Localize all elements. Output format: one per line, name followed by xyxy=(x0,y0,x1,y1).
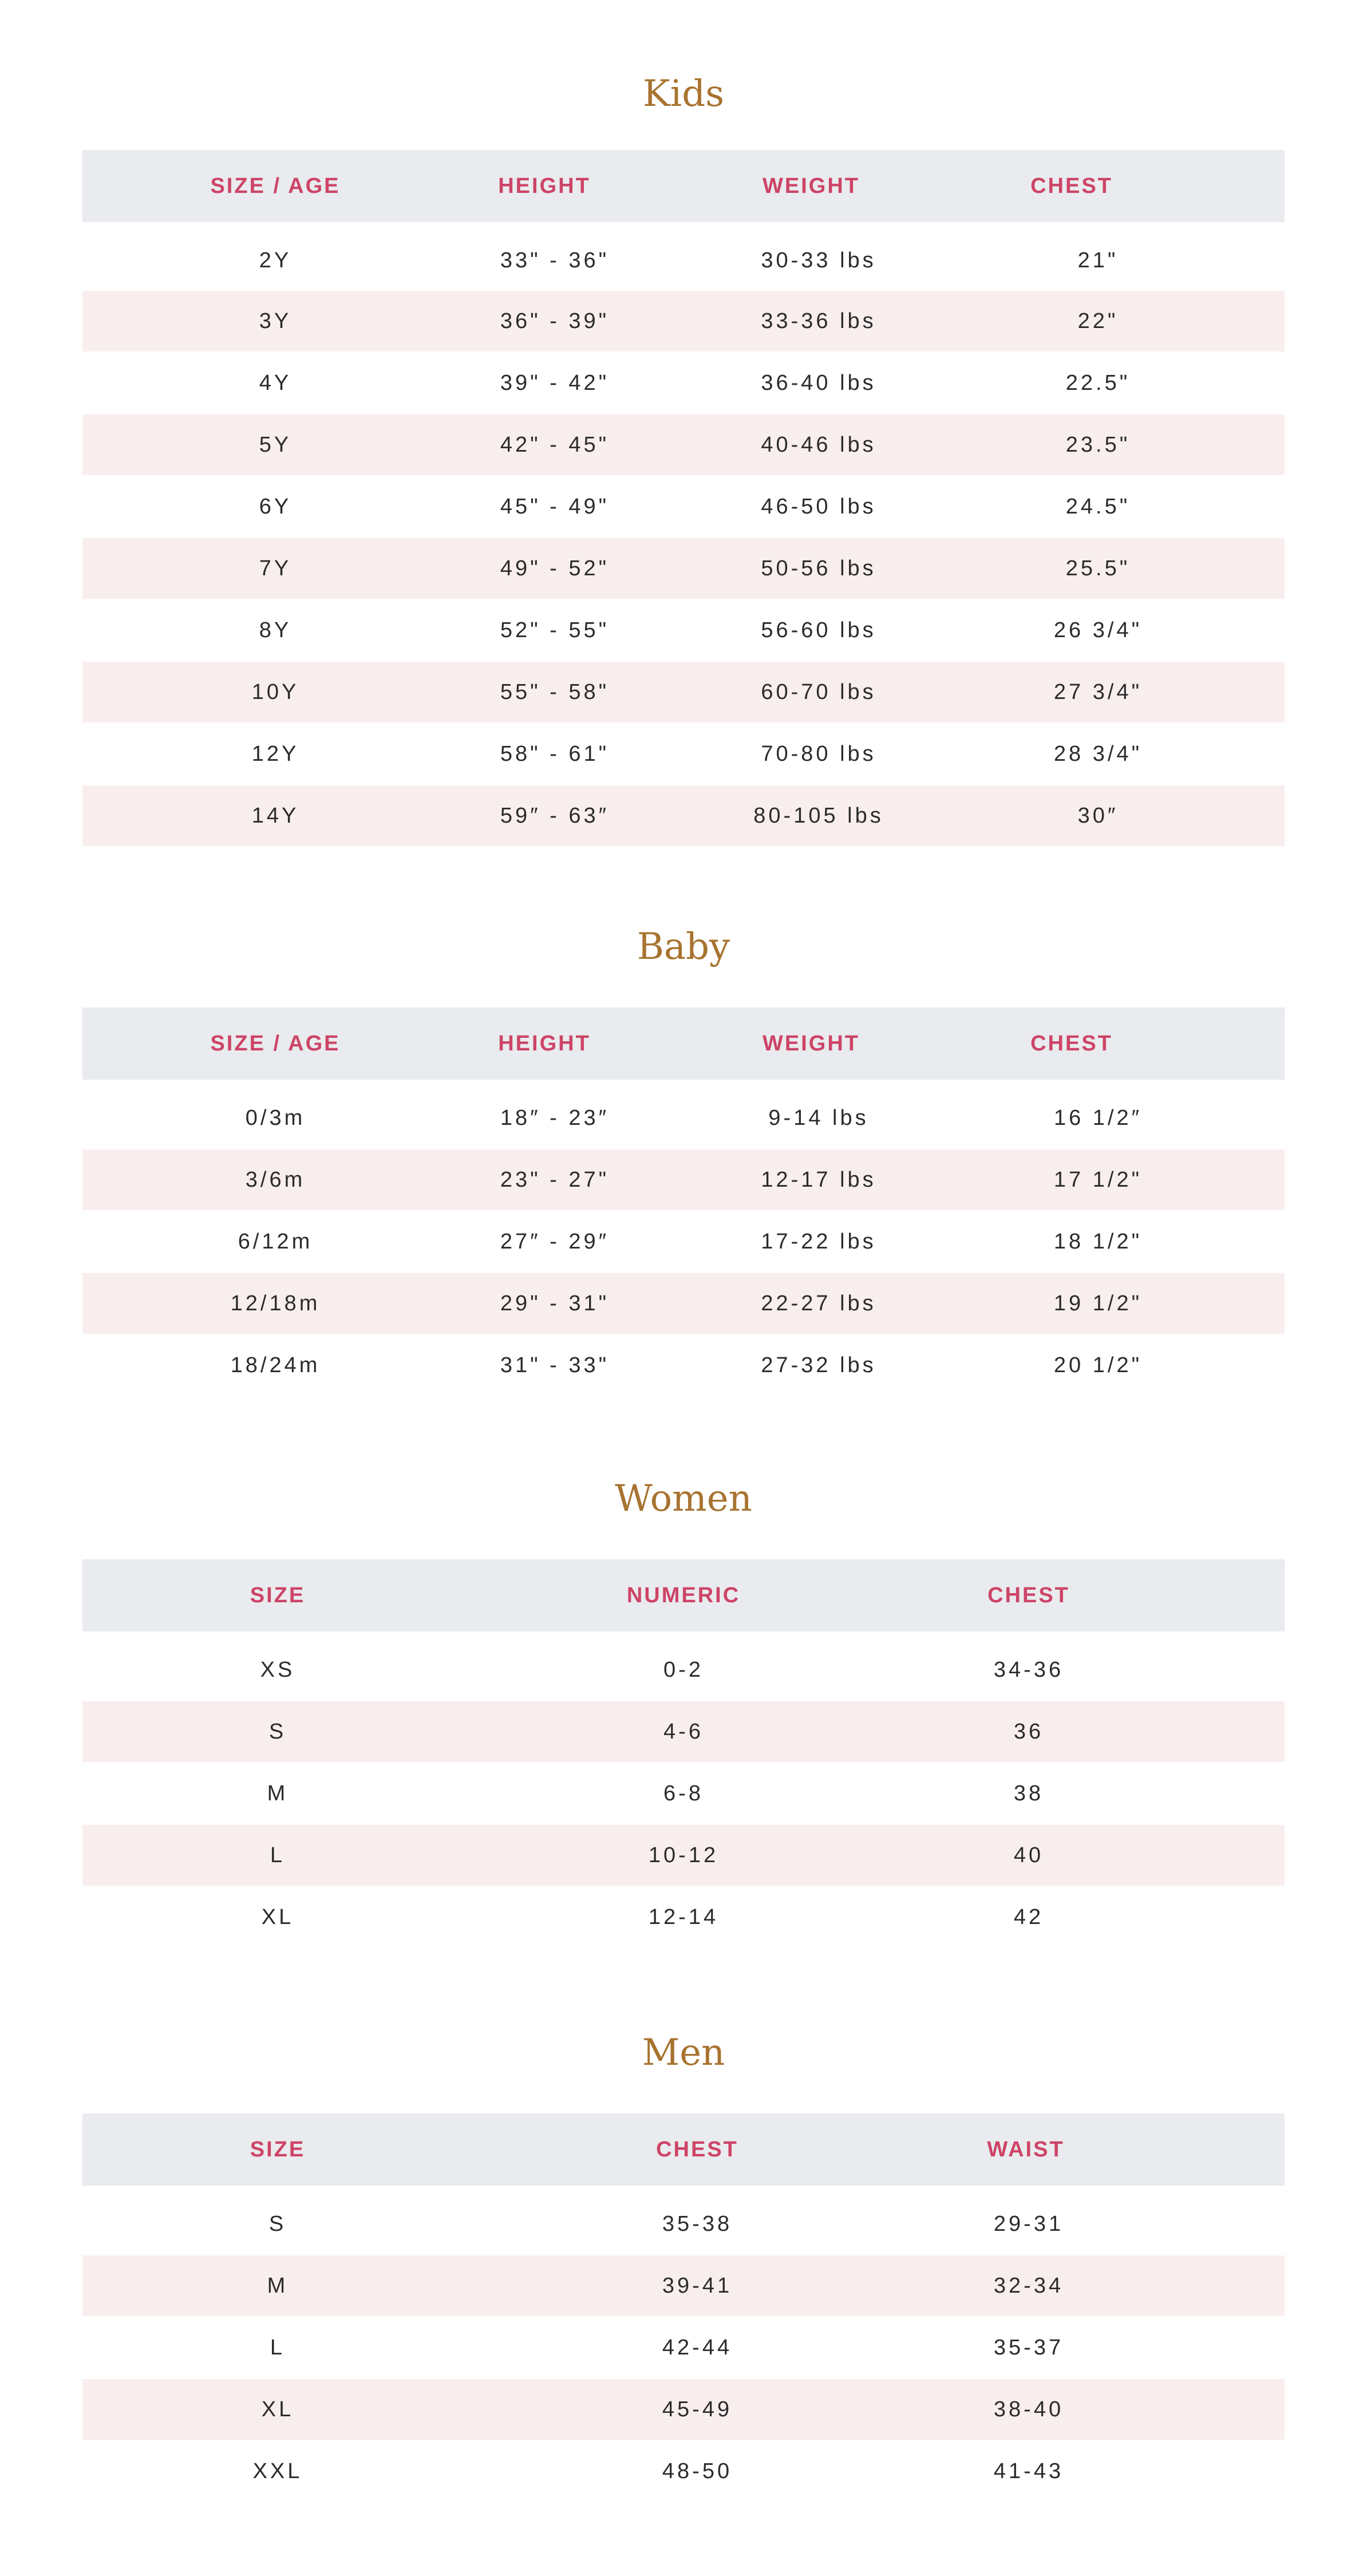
table-cell: 14Y xyxy=(251,804,299,828)
table-cell: 22" xyxy=(1077,309,1119,333)
table-cell: 38 xyxy=(1013,1781,1044,1805)
table-row xyxy=(82,1825,1285,1886)
table-cell: 12Y xyxy=(251,742,299,766)
table-row xyxy=(82,2194,1285,2254)
table-cell: 40-46 lbs xyxy=(761,433,876,457)
table-row xyxy=(82,353,1285,413)
table-cell: 24.5" xyxy=(1065,495,1131,519)
table-row xyxy=(82,662,1285,722)
table-cell: M xyxy=(267,2274,289,2298)
table-cell: 39" - 42" xyxy=(500,371,610,395)
table-cell: 9-14 lbs xyxy=(768,1106,869,1130)
table-cell: 32-34 xyxy=(993,2274,1064,2298)
table-cell: 28 3/4" xyxy=(1053,742,1143,766)
table-row xyxy=(82,1273,1285,1334)
section-title-kids: Kids xyxy=(642,73,725,115)
section-title-women: Women xyxy=(615,1477,752,1520)
table-cell: 10Y xyxy=(251,680,299,704)
table-cell: XXL xyxy=(252,2459,303,2483)
table-cell: XS xyxy=(260,1658,295,1682)
table-cell: 48-50 xyxy=(662,2459,733,2483)
table-cell: 42" - 45" xyxy=(500,433,610,457)
table-header xyxy=(82,2113,1285,2186)
table-cell: S xyxy=(268,2212,287,2236)
table-cell: 5Y xyxy=(259,433,292,457)
table-cell: 12-14 xyxy=(648,1905,719,1929)
column-header: HEIGHT xyxy=(498,174,591,198)
table-cell: 17 1/2" xyxy=(1053,1168,1143,1192)
table-cell: 4Y xyxy=(259,371,292,395)
table-cell: 0-2 xyxy=(663,1658,704,1682)
table-cell: 36" - 39" xyxy=(500,309,610,333)
table-cell: 35-37 xyxy=(993,2336,1064,2360)
table-cell: 52" - 55" xyxy=(500,618,610,642)
table-cell: 70-80 lbs xyxy=(761,742,876,766)
table-cell: 19 1/2" xyxy=(1053,1291,1143,1315)
table-row xyxy=(82,1211,1285,1272)
table-row xyxy=(82,414,1285,475)
column-header: WAIST xyxy=(987,2138,1065,2162)
table-cell: 10-12 xyxy=(648,1843,719,1867)
table-cell: 42-44 xyxy=(662,2336,733,2360)
table-cell: 4-6 xyxy=(663,1720,704,1744)
table-row xyxy=(82,2255,1285,2316)
table-row xyxy=(82,1887,1285,1947)
section-title-baby: Baby xyxy=(637,926,730,968)
table-cell: 41-43 xyxy=(993,2459,1064,2483)
table-row xyxy=(82,476,1285,537)
table-cell: 50-56 lbs xyxy=(761,556,876,580)
table-cell: 21" xyxy=(1077,248,1119,272)
table-cell: 30-33 lbs xyxy=(761,248,876,272)
table-cell: 6/12m xyxy=(238,1230,313,1254)
table-cell: 27-32 lbs xyxy=(761,1353,876,1377)
table-cell: 40 xyxy=(1013,1843,1044,1867)
table-row xyxy=(82,1763,1285,1824)
table-row xyxy=(82,2441,1285,2502)
table-cell: L xyxy=(270,1843,286,1867)
table-row xyxy=(82,785,1285,846)
table-cell: 17-22 lbs xyxy=(761,1230,876,1254)
column-header: SIZE xyxy=(250,2138,306,2162)
table-row xyxy=(82,1088,1285,1148)
table-cell: 7Y xyxy=(259,556,292,580)
table-cell: 26 3/4" xyxy=(1053,618,1143,642)
table-cell: XL xyxy=(261,1905,294,1929)
table-row xyxy=(82,2317,1285,2378)
table-cell: 18″ - 23″ xyxy=(500,1106,610,1130)
table-row xyxy=(82,1701,1285,1762)
table-cell: 3/6m xyxy=(245,1168,306,1192)
table-cell: 36-40 lbs xyxy=(761,371,876,395)
table-cell: 2Y xyxy=(259,248,292,272)
table-row xyxy=(82,1639,1285,1700)
table-cell: 8Y xyxy=(259,618,292,642)
column-header: WEIGHT xyxy=(762,1032,860,1056)
table-row xyxy=(82,538,1285,599)
table-cell: 29" - 31" xyxy=(500,1291,610,1315)
table-cell: 34-36 xyxy=(993,1658,1064,1682)
table-row xyxy=(82,230,1285,291)
table-cell: 45-49 xyxy=(662,2397,733,2421)
table-cell: M xyxy=(267,1781,289,1805)
table-cell: 30″ xyxy=(1077,804,1119,828)
table-cell: 18/24m xyxy=(230,1353,321,1377)
table-cell: 25.5" xyxy=(1065,556,1131,580)
table-cell: 0/3m xyxy=(245,1106,306,1130)
table-cell: 20 1/2" xyxy=(1053,1353,1143,1377)
table-row xyxy=(82,1149,1285,1210)
table-row xyxy=(82,724,1285,784)
table-row xyxy=(82,1335,1285,1396)
column-header: SIZE / AGE xyxy=(210,1032,341,1056)
table-cell: 22-27 lbs xyxy=(761,1291,876,1315)
column-header: NUMERIC xyxy=(626,1583,741,1607)
table-cell: 22.5" xyxy=(1065,371,1131,395)
section-title-men: Men xyxy=(642,2032,725,2074)
table-cell: 38-40 xyxy=(993,2397,1064,2421)
table-cell: 45" - 49" xyxy=(500,495,610,519)
table-cell: 33" - 36" xyxy=(500,248,610,272)
table-cell: 55" - 58" xyxy=(500,680,610,704)
table-header xyxy=(82,150,1285,222)
column-header: CHEST xyxy=(1030,1032,1113,1056)
table-cell: 6-8 xyxy=(663,1781,704,1805)
table-cell: 58" - 61" xyxy=(500,742,610,766)
column-header: CHEST xyxy=(656,2138,738,2162)
table-cell: 39-41 xyxy=(662,2274,733,2298)
table-cell: 6Y xyxy=(259,495,292,519)
table-cell: 16 1/2″ xyxy=(1053,1106,1143,1130)
table-cell: XL xyxy=(261,2397,294,2421)
table-cell: S xyxy=(268,1720,287,1744)
table-cell: 49" - 52" xyxy=(500,556,610,580)
table-cell: 23" - 27" xyxy=(500,1168,610,1192)
table-cell: 3Y xyxy=(259,309,292,333)
table-cell: 27″ - 29″ xyxy=(500,1230,610,1254)
table-cell: 29-31 xyxy=(993,2212,1064,2236)
column-header: HEIGHT xyxy=(498,1032,591,1056)
table-cell: 59″ - 63″ xyxy=(500,804,610,828)
table-cell: 23.5" xyxy=(1065,433,1131,457)
table-header xyxy=(82,1559,1285,1631)
table-cell: 27 3/4" xyxy=(1053,680,1143,704)
table-cell: L xyxy=(270,2336,286,2360)
table-cell: 12/18m xyxy=(230,1291,321,1315)
table-cell: 31" - 33" xyxy=(500,1353,610,1377)
table-row xyxy=(82,2379,1285,2440)
table-cell: 36 xyxy=(1013,1720,1044,1744)
column-header: WEIGHT xyxy=(762,174,860,198)
table-row xyxy=(82,600,1285,661)
table-header xyxy=(82,1008,1285,1080)
column-header: CHEST xyxy=(1030,174,1113,198)
column-header: SIZE xyxy=(250,1583,306,1607)
table-cell: 56-60 lbs xyxy=(761,618,876,642)
table-cell: 80-105 lbs xyxy=(753,804,884,828)
table-cell: 35-38 xyxy=(662,2212,733,2236)
table-cell: 18 1/2" xyxy=(1053,1230,1143,1254)
table-row xyxy=(82,291,1285,351)
table-cell: 42 xyxy=(1013,1905,1044,1929)
table-cell: 33-36 lbs xyxy=(761,309,876,333)
table-cell: 60-70 lbs xyxy=(761,680,876,704)
column-header: SIZE / AGE xyxy=(210,174,341,198)
column-header: CHEST xyxy=(987,1583,1070,1607)
table-cell: 12-17 lbs xyxy=(761,1168,876,1192)
table-cell: 46-50 lbs xyxy=(761,495,876,519)
